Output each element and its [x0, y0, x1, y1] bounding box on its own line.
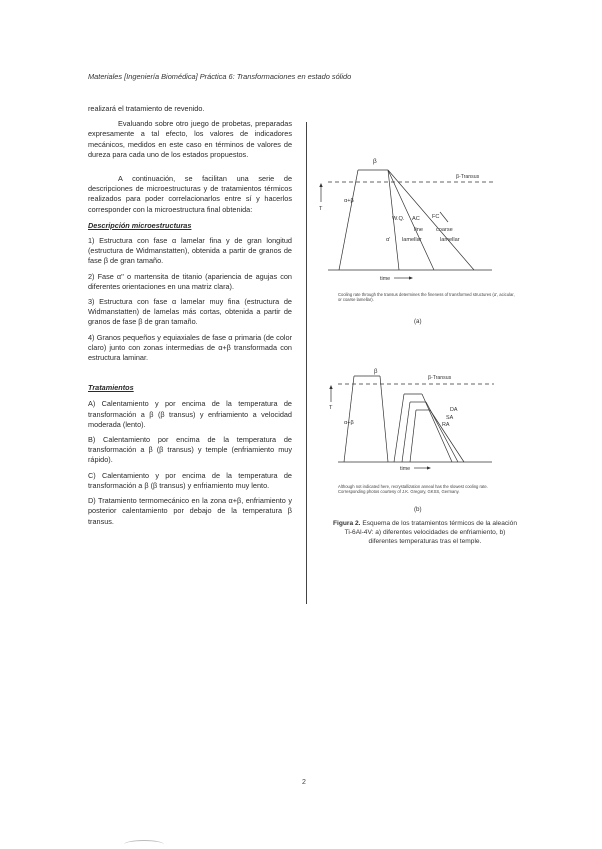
figure-b-quench — [380, 376, 388, 462]
figure-b-ra-ramp — [394, 394, 404, 462]
figure-a-alpha-prime-label: α' — [386, 237, 391, 243]
figure-a-lamellar-coarse-label: lamellar — [440, 237, 460, 243]
figure-b-diagram — [318, 364, 518, 476]
figure-b-heating-ramp — [344, 376, 354, 462]
figure-a-coarse-label: coarse — [436, 227, 453, 233]
micro-item-1: 1) Estructura con fase α lamelar fina y de gran longitud (estructura de Widmanstatten), obtenida a partir de granos de fase β de gran tamaño. — [88, 236, 292, 266]
figure-b-t-label: T — [329, 405, 333, 411]
figure-b-label: (b) — [414, 506, 422, 513]
figure-a-label: (a) — [414, 318, 422, 325]
figure-a-wq-label: W.Q. — [392, 216, 405, 222]
micro-item-3: 3) Estructura con fase α lamelar muy fina (estructura de Widmanstatten) de lamelas más cortas, obtenida a partir de granos de fase β de gran tamaño. — [88, 297, 292, 327]
micro-item-2: 2) Fase α'' o martensita de titanio (apariencia de agujas con diferentes orientaciones en una matriz clara). — [88, 271, 292, 291]
paragraph-continuacion: A continuación, se facilitan una serie de descripciones de microestructuras y de tratamientos térmicos realizados para poder correlacionarlos entre sí y hacerlos corresponder con la microestructura final obtenida: — [88, 174, 292, 214]
figure-b-da-ramp — [410, 410, 416, 462]
paragraph-revenido: realizará el tratamiento de revenido. — [88, 104, 205, 113]
figure-b-sa-ramp — [402, 402, 410, 462]
figure-b-transus-label: β-Transus — [428, 375, 452, 381]
figure-a-t-label: T — [319, 206, 323, 212]
figure-b-da-label: DA — [450, 407, 458, 413]
figure-b-note: Although not indicated here, recrystallization anneal has the slowest cooling rate. Corresponding photos courtesy of J.K. Gregory, GKSS, Germany. — [338, 484, 488, 495]
figure-a-fine-label: fine — [414, 227, 424, 233]
section-title-tratamientos: Tratamientos — [88, 383, 134, 393]
figure-caption-label: Figura 2. — [333, 520, 361, 527]
figure-caption-text: Esquema de los tratamientos térmicos de la aleación Ti-6Al-4V: a) diferentes velocidades de enfriamiento, b) diferentes temperaturas tras el temple. — [344, 520, 517, 546]
micro-item-4: 4) Granos pequeños y equiaxiales de fase α primaria (de color claro) junto con zonas intermedias de α+β transformada con estructura laminar. — [88, 332, 292, 363]
figure-a-fc-label: FC — [432, 214, 440, 220]
figure-a-beta-label: β — [373, 158, 377, 165]
figure-a-diagram — [318, 150, 518, 282]
figure-a-ab-label: α+β — [344, 198, 354, 204]
left-column — [88, 104, 292, 532]
treatment-item-c: C) Calentamiento y por encima de la temperatura de transformación a β (β transus) y enfriamiento muy lento. — [88, 470, 292, 490]
figure-a — [318, 150, 518, 287]
page-header: Materiales [Ingeniería Biomédica] Práctica 6: Transformaciones en estado sólido — [88, 72, 352, 81]
figure-b-ab-label: α+β — [344, 420, 354, 426]
figure-b-beta-label: β — [374, 369, 378, 375]
figure-b-time-label: time — [400, 466, 411, 472]
figure-a-note: Cooling rate through the transus determines the fineness of transformed structures (α', acicular, or coarse lamellar). — [338, 292, 515, 303]
figure-a-lamellar-fine-label: lamellar — [402, 237, 422, 243]
paragraph-evaluando: Evaluando sobre otro juego de probetas, preparadas expresamente a tal efecto, los valores de indicadores mecánicos, medidos en este caso en términos de valores de dureza para cada uno de los estados propuestos. — [88, 119, 292, 159]
treatment-item-d: D) Tratamiento termomecánico en la zona α+β, enfriamiento y posterior calentamiento por debajo de la temperatura β transus. — [88, 496, 292, 526]
figure-caption — [330, 519, 520, 547]
column-divider — [306, 122, 307, 604]
treatment-item-a: A) Calentamiento y por encima de la temperatura de transformación a β (β transus) y enfriamiento a velocidad moderada (lento). — [88, 399, 292, 429]
figure-a-time-label: time — [380, 276, 391, 282]
treatment-item-b: B) Calentamiento por encima de la temperatura de transformación a β (β transus) y temple (enfriamiento muy rápido). — [88, 435, 292, 465]
figure-a-fc-pointer — [440, 212, 448, 222]
figure-b-ra-label: RA — [442, 422, 450, 428]
figure-b-sa-label: SA — [446, 415, 454, 421]
figure-b-ra-cool — [422, 394, 452, 462]
figure-b — [318, 364, 518, 481]
figure-a-transus-label: β-Transus — [456, 174, 480, 180]
figure-a-ac-label: AC — [412, 216, 420, 222]
section-title-microestructuras: Descripción microestructuras — [88, 220, 192, 230]
page-number: 2 — [302, 779, 306, 786]
figure-a-heating-ramp — [339, 170, 358, 270]
